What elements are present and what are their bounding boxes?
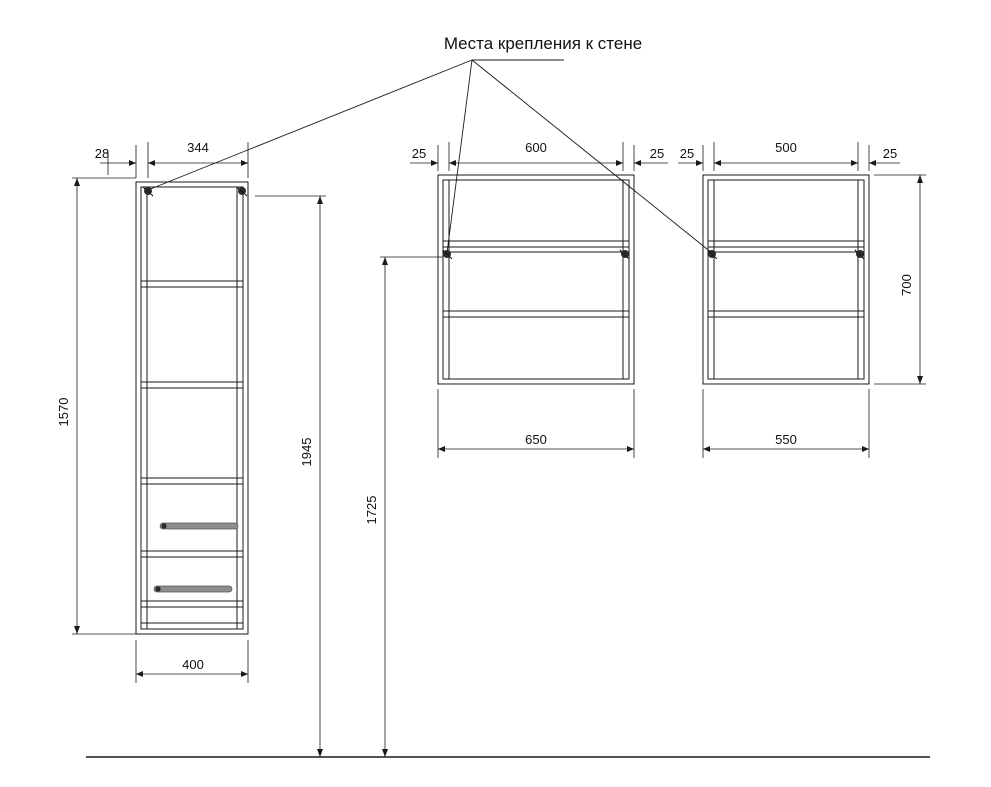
view-tall-cabinet (136, 182, 248, 634)
dim-400 (136, 640, 248, 683)
dim-700-label: 700 (899, 274, 914, 296)
dim-550 (703, 389, 869, 458)
dim-25d-label: 25 (882, 146, 898, 161)
dim-500-label: 500 (775, 140, 797, 155)
dim-1945 (255, 196, 326, 757)
dim-28-label: 28 (94, 146, 110, 161)
dim-400-label: 400 (182, 657, 204, 672)
dim-600-label: 600 (525, 140, 547, 155)
dim-650 (438, 389, 634, 458)
dim-narrow-top (678, 140, 900, 171)
dim-650-label: 650 (525, 432, 547, 447)
dim-700 (874, 175, 926, 384)
dim-1725-label: 1725 (364, 495, 379, 525)
dim-1725 (364, 257, 443, 757)
dim-wide-top (410, 140, 668, 171)
view-narrow-cabinet (703, 175, 869, 384)
dim-1945-label: 1945 (299, 437, 314, 467)
dim-1570 (56, 178, 136, 634)
drawing-title: Места крепления к стене (443, 34, 643, 53)
dim-25c-label: 25 (679, 146, 695, 161)
dim-550-label: 550 (775, 432, 797, 447)
dim-1570-label: 1570 (56, 397, 71, 427)
dim-25b-label: 25 (649, 146, 665, 161)
dim-344-label: 344 (187, 140, 209, 155)
wall-mount-callout-leaders (148, 60, 712, 253)
view-wide-cabinet (438, 175, 634, 384)
dim-25a-label: 25 (411, 146, 427, 161)
